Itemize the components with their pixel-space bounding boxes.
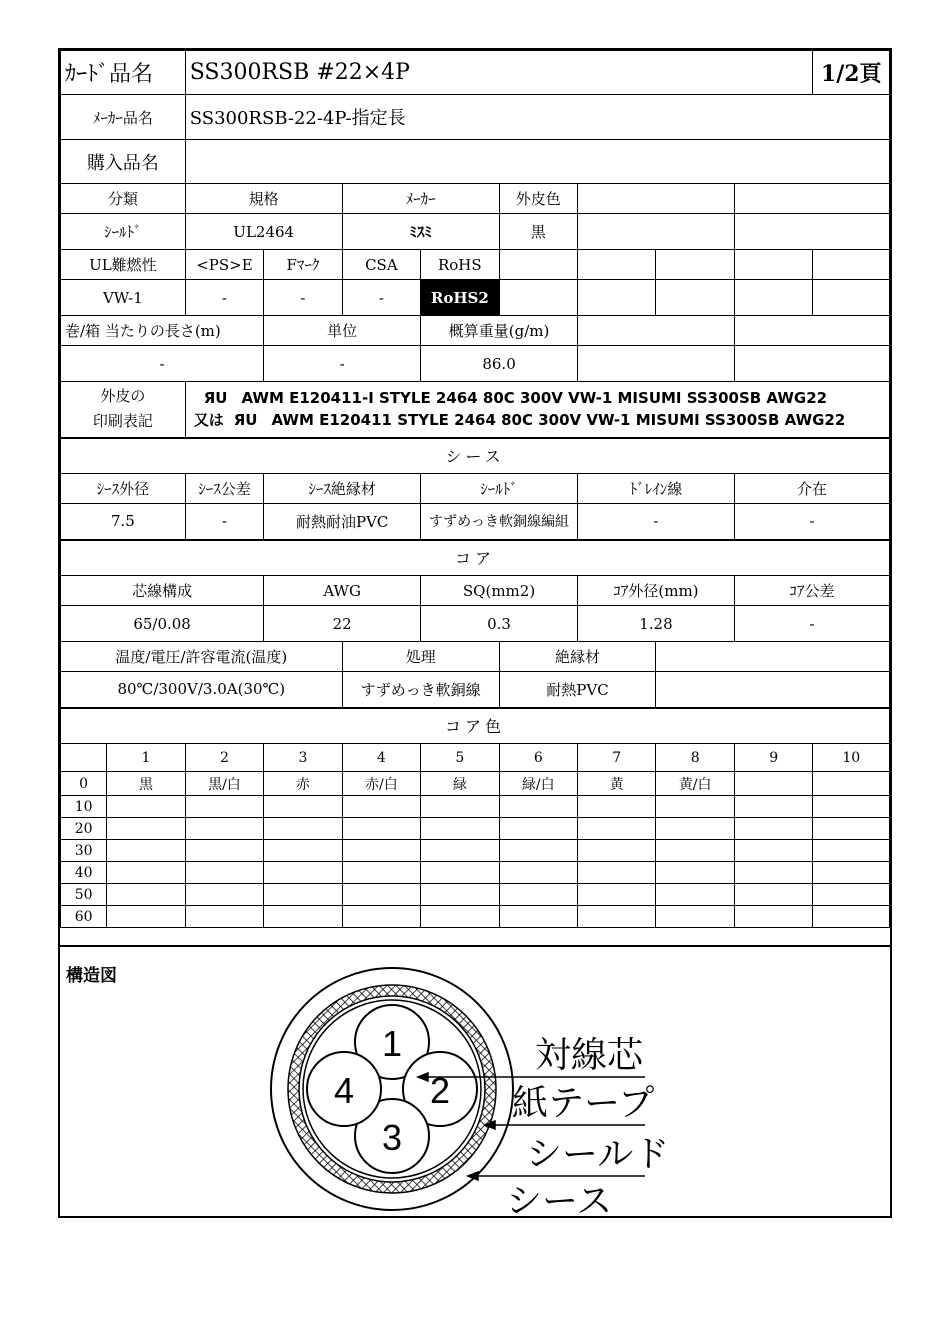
color-cell [656,840,734,862]
maker-value: ﾐｽﾐ [342,214,499,250]
color-cell [499,840,577,862]
color-cell [813,796,890,818]
structure-title: 構造図 [66,966,117,986]
purchase-name-value [185,140,889,184]
sheath-tol-value: - [185,504,263,540]
color-cell: 緑/白 [499,772,577,796]
classification-header: 分類 [61,184,186,214]
color-cell [421,862,499,884]
color-row-label: 40 [61,862,107,884]
sheath-od-value: 7.5 [61,504,186,540]
color-cell [264,906,342,928]
color-row [61,840,890,862]
color-column-header: 2 [185,744,263,772]
color-cell [813,906,890,928]
blank-cell [578,250,656,280]
spec-table [60,50,890,928]
color-row [61,818,890,840]
color-cell [421,840,499,862]
color-cell [734,906,813,928]
structure-diagram-area [60,945,890,1218]
color-cell [813,772,890,796]
standard-value: UL2464 [185,214,342,250]
color-column-header: 1 [107,744,185,772]
color-column-header: 3 [264,744,342,772]
label-shield: シールド [526,1134,670,1175]
awg-header: AWG [264,576,421,606]
color-cell [185,884,263,906]
color-cell [578,884,656,906]
length-value: - [61,346,264,382]
page-number: 1/2頁 [813,51,890,95]
color-cell [734,862,813,884]
color-cell [342,862,420,884]
color-cell: 黄 [578,772,656,796]
printing-label [61,382,186,438]
color-column-header: 7 [578,744,656,772]
color-column-header: 8 [656,744,734,772]
color-cell [656,884,734,906]
color-cell [578,840,656,862]
color-column-header: 9 [734,744,813,772]
ul-mark-icon: ЯU [203,389,228,408]
core-tol-value: - [734,606,889,642]
color-row [61,906,890,928]
color-row-label: 50 [61,884,107,906]
blank-cell [734,184,889,214]
outer-color-header: 外皮色 [499,184,577,214]
weight-value: 86.0 [421,346,578,382]
color-cell: 黄/白 [656,772,734,796]
strand-value: 65/0.08 [61,606,264,642]
temp-voltage-header: 温度/電圧/許容電流(温度) [61,642,343,672]
maker-name-value: SS300RSB-22-4P-指定長 [185,95,889,140]
color-cell [185,906,263,928]
color-cell [421,906,499,928]
sheath-od-header: ｼｰｽ外径 [61,474,186,504]
color-row [61,862,890,884]
shield-header: ｼｰﾙﾄﾞ [421,474,578,504]
csa-header: CSA [342,250,420,280]
f-mark-header: Fﾏｰｸ [264,250,342,280]
color-cell [656,796,734,818]
color-cell [813,884,890,906]
printing-label-line1: 外皮の [100,387,146,406]
standard-header: 規格 [185,184,342,214]
temp-voltage-value: 80℃/300V/3.0A(30℃) [61,672,343,708]
color-cell [342,840,420,862]
color-row-label: 60 [61,906,107,928]
rohs-badge: RoHS2 [421,280,499,316]
drain-value: - [578,504,735,540]
color-cell [734,884,813,906]
color-cell [578,818,656,840]
blank-cell [499,280,577,316]
blank-cell [656,642,890,672]
core-number: 3 [381,1117,403,1158]
color-column-header: 4 [342,744,420,772]
strand-header: 芯線構成 [61,576,264,606]
cable-cross-section-diagram [60,947,890,1218]
blank-cell [656,250,734,280]
color-cell [813,862,890,884]
core-color-section-title: コア色 [61,708,890,744]
ul-mark-icon: ЯU [233,411,258,430]
color-cell [185,840,263,862]
printing-text [185,382,889,438]
color-cell [342,906,420,928]
color-row-label: 0 [61,772,107,796]
printing-line1: AWM E120411-I STYLE 2464 80C 300V VW-1 MISUMI SS300SB AWG22 [241,389,828,408]
color-cell [185,796,263,818]
color-cell [264,862,342,884]
color-cell [421,796,499,818]
awg-value: 22 [264,606,421,642]
color-cell [578,862,656,884]
color-cell [342,796,420,818]
color-cell: 赤/白 [342,772,420,796]
color-cell [421,818,499,840]
filler-header: 介在 [734,474,889,504]
blank-cell [499,250,577,280]
color-column-header: 10 [813,744,890,772]
color-cell [734,772,813,796]
blank-cell [734,280,813,316]
color-column-header: 5 [421,744,499,772]
sheath-insulation-value: 耐熱耐油PVC [264,504,421,540]
color-cell [499,862,577,884]
core-od-value: 1.28 [578,606,735,642]
color-row-label: 20 [61,818,107,840]
color-row [61,772,890,796]
color-cell [734,840,813,862]
color-cell [656,818,734,840]
sheath-insulation-header: ｼｰｽ絶縁材 [264,474,421,504]
weight-header: 概算重量(g/m) [421,316,578,346]
blank-cell [813,280,890,316]
color-cell [185,862,263,884]
insulation-header: 絶縁材 [499,642,656,672]
color-cell [264,884,342,906]
color-cell: 緑 [421,772,499,796]
color-cell [656,906,734,928]
core-number: 4 [333,1070,355,1111]
sheath-section-title: シース [61,438,890,474]
label-twisted-pair: 対線芯 [535,1035,644,1076]
sq-header: SQ(mm2) [421,576,578,606]
blank-cell [578,316,735,346]
drain-header: ﾄﾞﾚｲﾝ線 [578,474,735,504]
color-cell [734,796,813,818]
blank-cell [734,316,889,346]
color-cell [499,818,577,840]
card-name-label: ｶｰﾄﾞ品名 [61,51,186,95]
color-cell [342,818,420,840]
classification-value: ｼｰﾙﾄﾞ [61,214,186,250]
color-cell [264,840,342,862]
shield-value: すずめっき軟銅線編組 [421,504,578,540]
maker-name-label: ﾒｰｶｰ品名 [61,95,186,140]
filler-value: - [734,504,889,540]
color-row-label: 30 [61,840,107,862]
color-cell [499,796,577,818]
sq-value: 0.3 [421,606,578,642]
outer-color-value: 黒 [499,214,577,250]
color-cell: 黒 [107,772,185,796]
blank-cell [734,250,813,280]
color-cell [813,818,890,840]
core-od-header: ｺｱ外径(mm) [578,576,735,606]
core-4 [307,1052,381,1126]
pse-value: - [185,280,263,316]
printing-label-line2: 印刷表記 [92,412,153,431]
color-cell [656,862,734,884]
blank-cell [578,346,735,382]
blank-cell [656,672,890,708]
card-name-value: SS300RSB #22×4P [185,51,813,95]
unit-header: 単位 [264,316,421,346]
printing-line2: AWM E120411 STYLE 2464 80C 300V VW-1 MISUMI SS300SB AWG22 [271,411,846,430]
ul-flame-value: VW-1 [61,280,186,316]
color-cell [107,840,185,862]
color-cell [813,840,890,862]
length-header: 巻/箱 当たりの長さ(m) [61,316,264,346]
color-cell [499,884,577,906]
treatment-header: 処理 [342,642,499,672]
blank-cell [813,250,890,280]
ul-flame-header: UL難燃性 [61,250,186,280]
color-grid-corner [61,744,107,772]
core-section-title: コア [61,540,890,576]
blank-cell [578,184,735,214]
sheath-tol-header: ｼｰｽ公差 [185,474,263,504]
color-cell: 黒/白 [185,772,263,796]
blank-cell [578,280,656,316]
printing-or: 又は [193,411,224,430]
color-cell [499,906,577,928]
treatment-value: すずめっき軟銅線 [342,672,499,708]
color-row-label: 10 [61,796,107,818]
color-row [61,884,890,906]
color-cell [107,796,185,818]
color-cell [421,884,499,906]
color-cell [107,818,185,840]
label-paper-tape: 紙テープ [512,1083,655,1124]
label-sheath: シース [506,1181,613,1218]
pse-header: <PS>E [185,250,263,280]
spec-sheet [58,48,892,1218]
color-row [61,796,890,818]
color-cell [578,906,656,928]
rohs-header: RoHS [421,250,499,280]
core-number: 1 [381,1023,403,1064]
core-tol-header: ｺｱ公差 [734,576,889,606]
color-column-header: 6 [499,744,577,772]
f-mark-value: - [264,280,342,316]
blank-cell [734,346,889,382]
purchase-name-label: 購入品名 [61,140,186,184]
csa-value: - [342,280,420,316]
core-number: 2 [429,1070,451,1111]
color-cell [264,818,342,840]
color-cell [734,818,813,840]
maker-header: ﾒｰｶｰ [342,184,499,214]
color-cell [107,862,185,884]
unit-value: - [264,346,421,382]
color-cell [578,796,656,818]
blank-cell [656,280,734,316]
color-cell [107,884,185,906]
insulation-value: 耐熱PVC [499,672,656,708]
core-color-grid [61,744,890,928]
blank-cell [734,214,889,250]
blank-cell [578,214,735,250]
color-cell [264,796,342,818]
color-cell [107,906,185,928]
color-cell [185,818,263,840]
color-cell [342,884,420,906]
color-cell: 赤 [264,772,342,796]
